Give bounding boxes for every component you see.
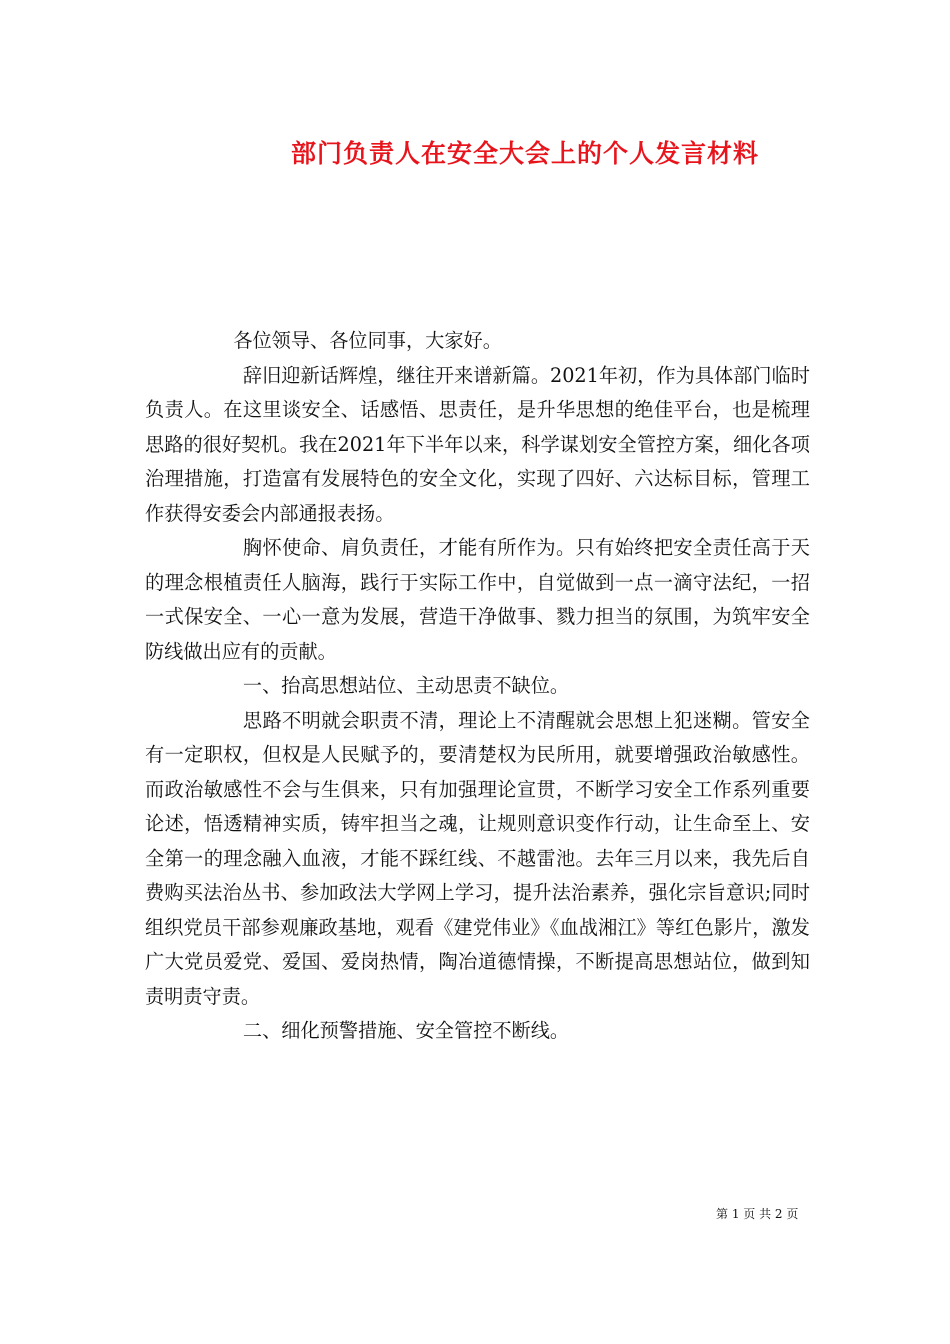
document-body [145, 324, 810, 1049]
greeting-paragraph: 各位领导、各位同事，大家好。 [233, 329, 502, 352]
paragraph-intro: 辞旧迎新话辉煌，继往开来谱新篇。2021年初，作为具体部门临时负责人。在这里谈安全、话感悟、思责任，是升华思想的绝佳平台，也是梳理思路的很好契机。我在2021年下半年以来，科学谋划安全管控方案，细化各项治理措施，打造富有发展特色的安全文化，实现了四好、六达标目标，管理工作获得安委会内部通报表扬。 [145, 363, 810, 525]
paragraph-mission: 胸怀使命、肩负责任，才能有所作为。只有始终把安全责任高于天的理念根植责任人脑海，践行于实际工作中，自觉做到一点一滴守法纪，一招一式保安全、一心一意为发展，营造干净做事、戮力担当的氛围，为筑牢安全防线做出应有的贡献。 [145, 536, 810, 663]
page-number: 第 1 页 共 2 页 [716, 1207, 799, 1221]
section-heading-1: 一、抬高思想站位、主动思责不缺位。 [242, 674, 570, 697]
section-heading-2: 二、细化预警措施、安全管控不断线。 [242, 1019, 570, 1042]
document-title: 部门负责人在安全大会上的个人发言材料 [290, 139, 759, 168]
paragraph-section-1: 思路不明就会职责不清，理论上不清醒就会思想上犯迷糊。管安全有一定职权，但权是人民赋予的，要清楚权为民所用，就要增强政治敏感性。而政治敏感性不会与生俱来，只有加强理论宣贯，不断学习安全工作系列重要论述，悟透精神实质，铸牢担当之魂，让规则意识变作行动，让生命至上、安全第一的理念融入血液，才能不踩红线、不越雷池。去年三月以来，我先后自费购买法治丛书、参加政法大学网上学习，提升法治素养，强化宗旨意识;同时组织党员干部参观廉政基地，观看《建党伟业》《血战湘江》等红色影片，激发广大党员爱党、爱国、爱岗热情，陶冶道德情操，不断提高思想站位，做到知责明责守责。 [145, 708, 810, 1008]
